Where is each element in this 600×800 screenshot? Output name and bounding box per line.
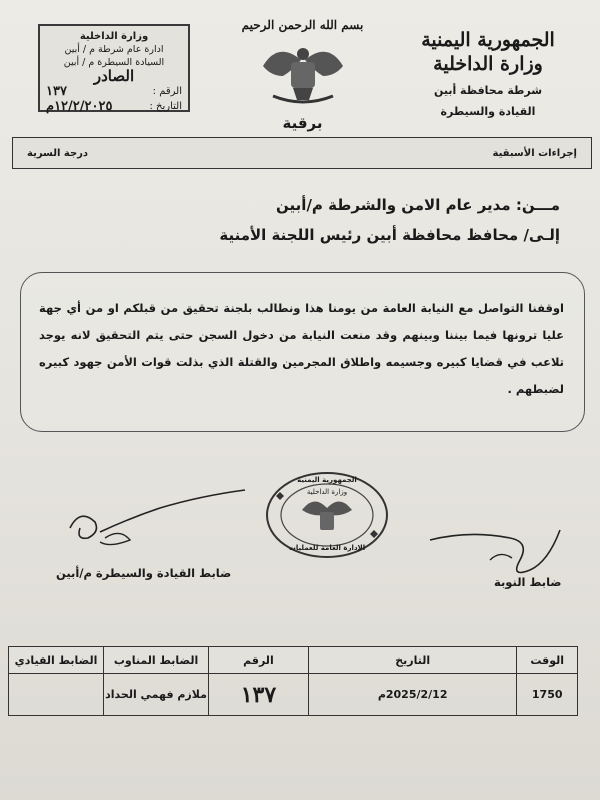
letterhead-center xyxy=(235,18,370,132)
stamp-number-row xyxy=(46,85,182,98)
registration-stamp xyxy=(38,24,190,112)
header-time: الوقت xyxy=(517,647,578,674)
header-date: التاريخ xyxy=(308,647,517,674)
eagle-emblem-icon xyxy=(253,36,353,108)
stamp-ministry: وزارة الداخلية xyxy=(79,31,149,42)
right-signer-title: ضابط النوبة xyxy=(494,575,562,589)
stamp-date-row xyxy=(46,100,182,113)
basmala: بسم الله الرحمن الرحيم xyxy=(241,18,364,32)
value-duty-officer: ملازم فهمي الحداد xyxy=(104,674,209,716)
to-line: إلـى/ محافظ محافظة أبين رئيس اللجنة الأمنية xyxy=(219,226,560,244)
seal-top-text: الجمهورية اليمنية xyxy=(297,476,357,484)
seal-bottom-text: الإدارة العامة للعمليات xyxy=(288,544,366,552)
header-number: الرقم xyxy=(208,647,308,674)
seal-ring-text: وزارة الداخلية xyxy=(306,488,348,496)
value-commanding-officer xyxy=(9,674,104,716)
priority-label: إجراءات الأسبقية xyxy=(492,147,577,159)
left-signer-title: ضابط القيادة والسيطرة م/أبين xyxy=(56,566,232,580)
command-name: القيادة والسيطرة xyxy=(440,105,536,118)
message-body: اوقفنا التواصل مع النيابة العامة من يومنا هذا ونطالب بلجنة تحقيق من قبلكم او من أي جهة عليا ترونها فيما بيننا وبينهم وقد منعت النيابة من دخول السجن حتى يتم التحقيق لانه يوجد تلاعب في قضايا كبيره وجسيمه واطلاق المجرمين والقتلة الذي بذلت قوات الأمن جهود كبيره لضبطهم . xyxy=(20,272,585,432)
letterhead-right xyxy=(398,28,578,118)
stamp-issued: الصادر xyxy=(93,67,135,85)
secrecy-label: درجة السرية xyxy=(27,147,89,159)
document-type: برقية xyxy=(282,114,323,132)
republic-title: الجمهورية اليمنية xyxy=(421,29,555,51)
ministry-title: وزارة الداخلية xyxy=(433,53,543,75)
left-signature-icon xyxy=(40,488,250,568)
stamp-number-label: الرقم : xyxy=(152,86,182,97)
stamp-number-value: ١٣٧ xyxy=(46,84,67,99)
table-value-row xyxy=(9,674,578,716)
stamp-date-value: ١٢/٢/٢٠٢٥م xyxy=(46,99,113,114)
header-duty-officer: الضابط المناوب xyxy=(104,647,209,674)
from-line: مـــن: مدير عام الامن والشرطة م/أبين xyxy=(276,196,560,214)
table-header-row xyxy=(9,647,578,674)
header-commanding-officer: الضابط القيادي xyxy=(9,647,104,674)
priority-bar xyxy=(12,137,592,169)
stamp-date-label: التاريخ : xyxy=(149,101,182,112)
value-time: 1750 xyxy=(517,674,578,716)
stamp-line-3: السيادة السيطرة م / أبين xyxy=(63,57,165,68)
stamp-line-2: ادارة عام شرطة م / أبين xyxy=(64,44,164,55)
footer-table xyxy=(8,646,578,716)
value-number: ١٣٧ xyxy=(208,674,308,716)
value-date: 2025/2/12م xyxy=(308,674,517,716)
police-name: شرطة محافظة أبين xyxy=(433,84,543,97)
